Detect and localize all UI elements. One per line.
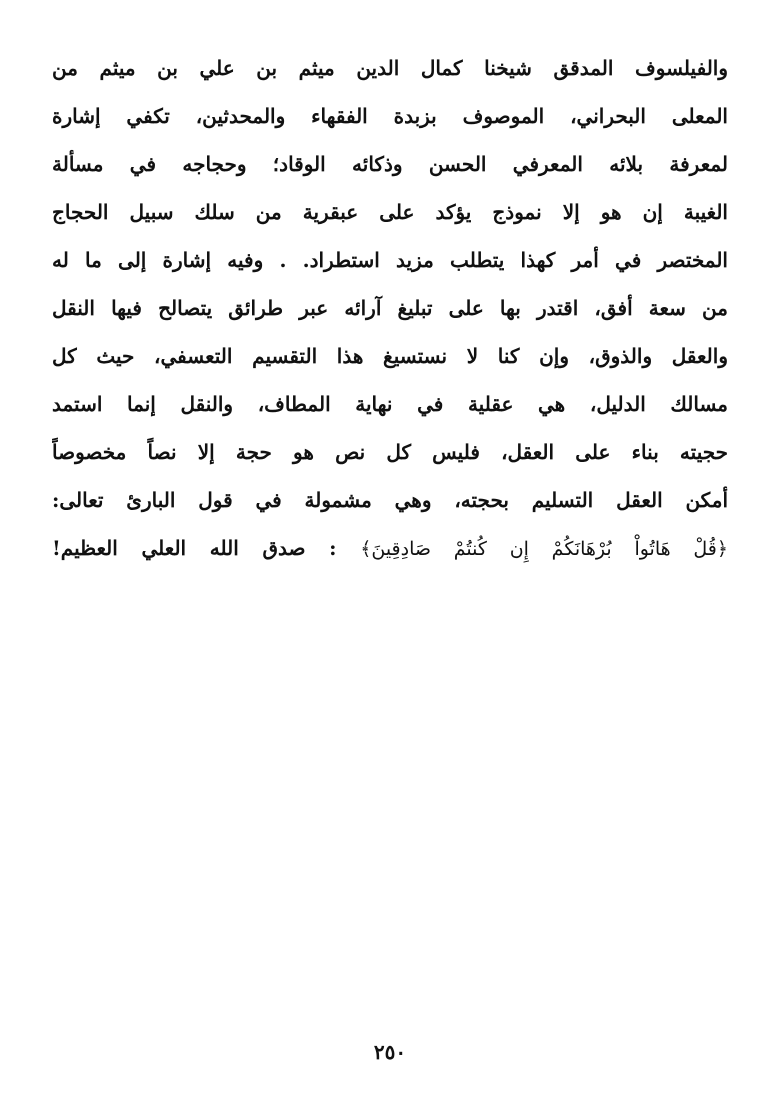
text-line-2: المعلى البحراني، الموصوف بزبدة الفقهاء والمحدثين، تكفي إشارة bbox=[52, 104, 728, 128]
closing-text: : صدق الله العلي العظيم! bbox=[52, 536, 337, 560]
text-line-10: أمكن العقل التسليم بحجته، وهي مشمولة في قول البارئ تعالى: bbox=[52, 488, 728, 512]
body-paragraph bbox=[52, 44, 728, 572]
text-line-7: والعقل والذوق، وإن كنا لا نستسيغ هذا التقسيم التعسفي، حيث كل bbox=[52, 344, 728, 368]
quran-verse: ﴿قُلْ هَاتُواْ بُرْهَانَكُمْ إِن كُنتُمْ صَادِقِينَ﴾ bbox=[360, 538, 728, 560]
text-line-3: لمعرفة بلائه المعرفي الحسن وذكائه الوقاد؛ وحجاجه في مسألة bbox=[52, 152, 728, 176]
text-line-5: المختصر في أمر كهذا يتطلب مزيد استطراد. . وفيه إشارة إلى ما له bbox=[52, 248, 728, 272]
page-number: ٢٥٠ bbox=[373, 1040, 407, 1064]
text-line-9: حجيته بناء على العقل، فليس كل نص هو حجة إلا نصاً مخصوصاً bbox=[52, 440, 728, 464]
text-line-11 bbox=[52, 524, 728, 572]
text-line-1: والفيلسوف المدقق شيخنا كمال الدين ميثم بن علي بن ميثم من bbox=[52, 56, 728, 80]
text-line-6: من سعة أفق، اقتدر بها على تبليغ آرائه عبر طرائق يتصالح فيها النقل bbox=[52, 296, 728, 320]
text-line-4: الغيبة إن هو إلا نموذج يؤكد على عبقرية من سلك سبيل الحجاج bbox=[52, 200, 728, 224]
text-line-8: مسالك الدليل، هي عقلية في نهاية المطاف، والنقل إنما استمد bbox=[52, 392, 728, 416]
